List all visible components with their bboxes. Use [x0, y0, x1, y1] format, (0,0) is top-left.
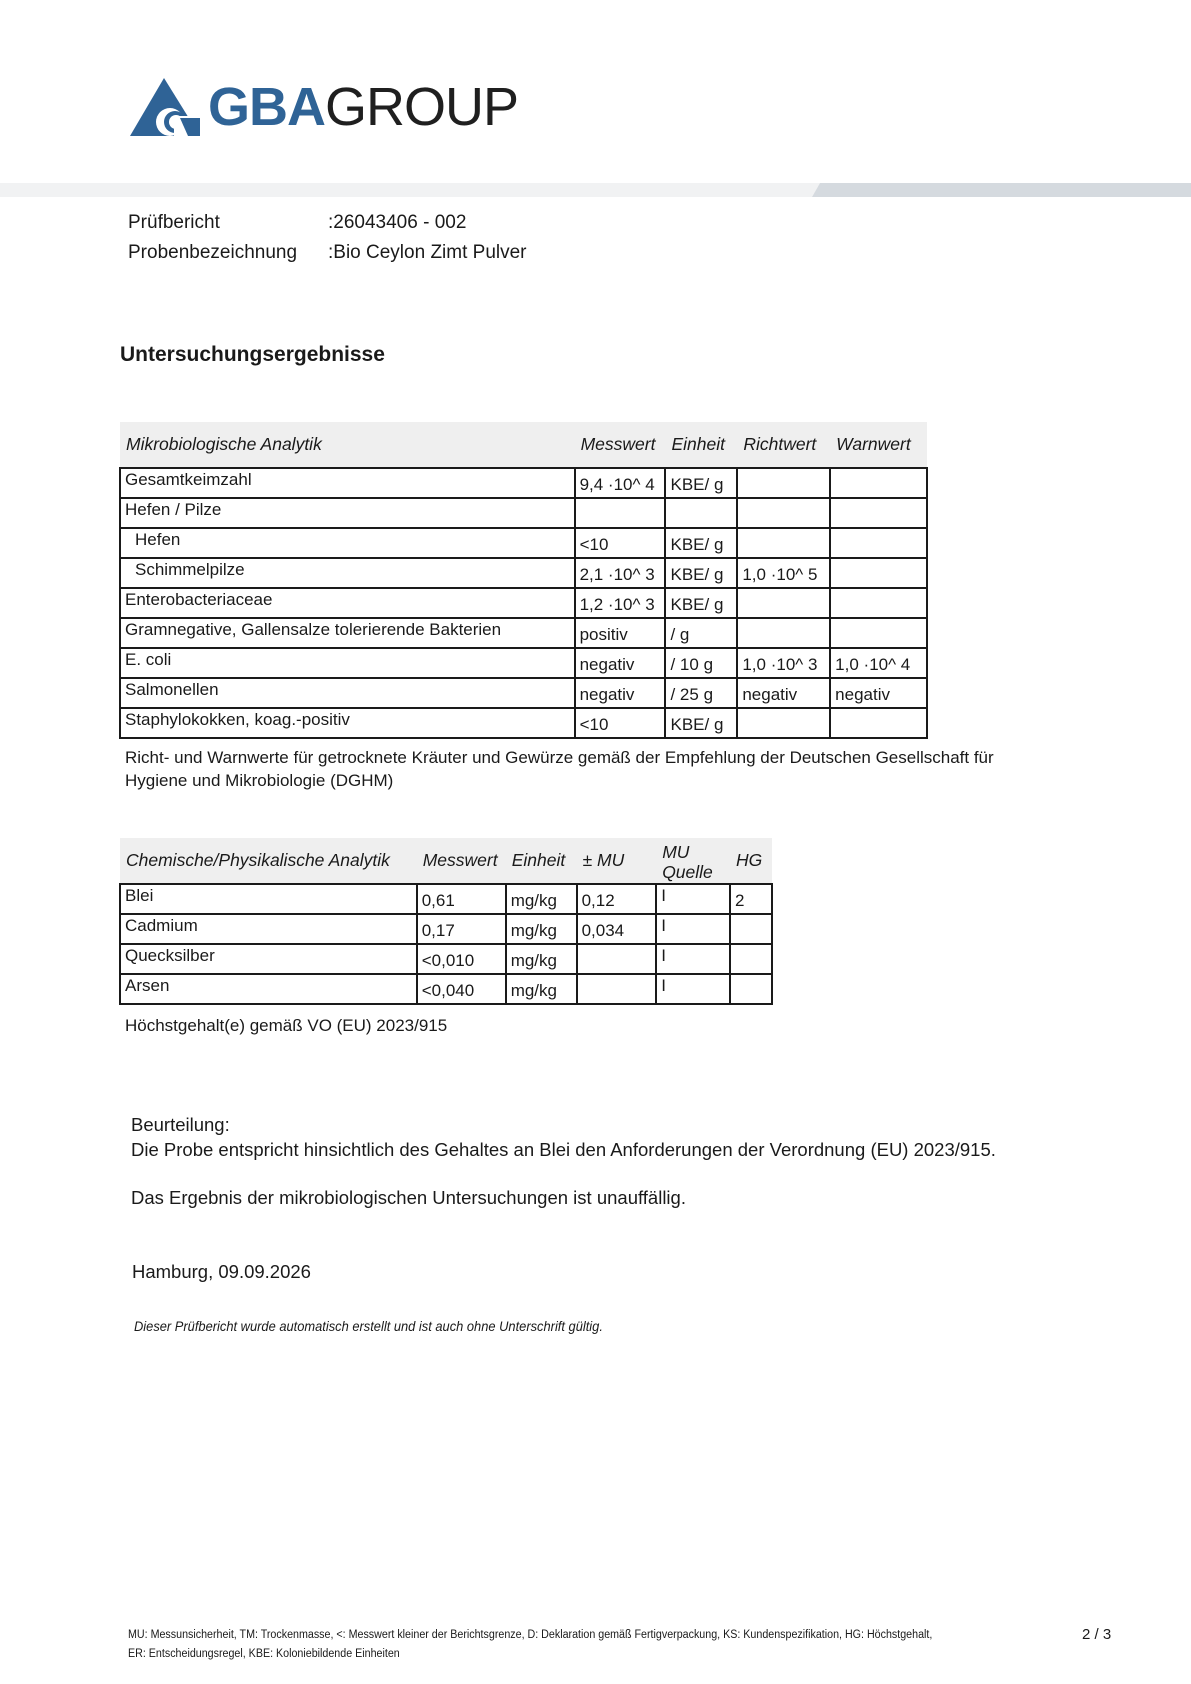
- micro-guide-value: [737, 588, 830, 618]
- chem-measured-value: <0,040: [417, 974, 506, 1004]
- micro-analyte-name: Hefen: [120, 528, 575, 558]
- micro-measured-value: [575, 498, 666, 528]
- chem-unit: mg/kg: [506, 884, 577, 914]
- place-date: Hamburg, 09.09.2026: [132, 1261, 311, 1282]
- table-row: [120, 618, 927, 648]
- micro-analyte-name: E. coli: [120, 648, 575, 678]
- gba-triangle-logo-icon: [130, 76, 202, 138]
- chem-analyte-name: Arsen: [120, 974, 417, 1004]
- micro-measured-value: 1,2 ·10^ 3: [575, 588, 666, 618]
- chem-unit: mg/kg: [506, 974, 577, 1004]
- chem-header-mu: ± MU: [577, 838, 657, 884]
- micro-measured-value: negativ: [575, 648, 666, 678]
- table-row: [120, 884, 772, 914]
- table-row: [120, 558, 927, 588]
- chem-header-mu-line: MU: [662, 841, 690, 862]
- micro-warn-value: [830, 468, 927, 498]
- micro-warn-value: 1,0 ·10^ 4: [830, 648, 927, 678]
- table-row: [120, 944, 772, 974]
- micro-measured-value: negativ: [575, 678, 666, 708]
- logo-brand-light: GROUP: [325, 77, 519, 137]
- chem-unit: mg/kg: [506, 944, 577, 974]
- chem-max-level: 2: [730, 884, 772, 914]
- assessment-label: Beurteilung:: [131, 1114, 230, 1135]
- micro-warn-value: [830, 708, 927, 738]
- micro-header-unit: Einheit: [665, 422, 737, 468]
- table-row: [120, 588, 927, 618]
- micro-guide-value: [737, 498, 830, 528]
- report-number-value: :26043406 - 002: [328, 212, 467, 233]
- sample-name-value: :Bio Ceylon Zimt Pulver: [328, 242, 527, 263]
- table-row: [120, 468, 927, 498]
- micro-unit: [665, 498, 737, 528]
- micro-analyte-name: Salmonellen: [120, 678, 575, 708]
- micro-measured-value: positiv: [575, 618, 666, 648]
- footer-line-1: MU: Messunsicherheit, TM: Trockenmasse, <: Messwert kleiner der Berichtsgrenze, D: Deklaration gemäß Fertigverpackung, KS: Kundenspezifikation, HG: Höchstgehalt,: [128, 1629, 933, 1641]
- footer-line-2: ER: Entscheidungsregel, KBE: Koloniebildende Einheiten: [128, 1648, 400, 1660]
- micro-warn-value: [830, 588, 927, 618]
- micro-warn-value: [830, 498, 927, 528]
- micro-analyte-name: Gramnegative, Gallensalze tolerierende Bakterien: [120, 618, 575, 648]
- footer-legend: [128, 1626, 1058, 1664]
- report-meta: [128, 208, 527, 268]
- chem-mu-value: 0,034: [577, 914, 657, 944]
- chem-header-row: [120, 838, 772, 884]
- sample-name-row: [128, 238, 527, 268]
- chem-measured-value: <0,010: [417, 944, 506, 974]
- chem-header-analysis: Chemische/Physikalische Analytik: [120, 838, 417, 884]
- chem-mu-source: I: [656, 944, 730, 974]
- micro-header-guide: Richtwert: [737, 422, 830, 468]
- table-row: [120, 648, 927, 678]
- chem-analyte-name: Blei: [120, 884, 417, 914]
- chem-note: Höchstgehalt(e) gemäß VO (EU) 2023/915: [125, 1016, 448, 1035]
- chem-header-hg: HG: [730, 838, 772, 884]
- table-row: [120, 914, 772, 944]
- micro-unit: KBE/ g: [665, 468, 737, 498]
- chem-header-value: Messwert: [417, 838, 506, 884]
- chem-mu-value: [577, 974, 657, 1004]
- report-number-label: Prüfbericht: [128, 212, 220, 233]
- table-row: [120, 974, 772, 1004]
- section-title: Untersuchungsergebnisse: [120, 343, 385, 366]
- micro-analyte-name: Schimmelpilze: [120, 558, 575, 588]
- micro-unit: KBE/ g: [665, 558, 737, 588]
- chem-measured-value: 0,61: [417, 884, 506, 914]
- table-row: [120, 528, 927, 558]
- chem-mu-source: I: [656, 914, 730, 944]
- assessment-text-lead: Die Probe entspricht hinsichtlich des Gehaltes an Blei den Anforderungen der Verordnung (EU) 2023/915.: [131, 1139, 996, 1160]
- micro-header-row: [120, 422, 927, 468]
- chem-analyte-name: Cadmium: [120, 914, 417, 944]
- table-row: [120, 708, 927, 738]
- table-row: [120, 678, 927, 708]
- micro-measured-value: <10: [575, 528, 666, 558]
- chem-max-level: [730, 944, 772, 974]
- micro-guide-value: negativ: [737, 678, 830, 708]
- micro-table: [119, 422, 928, 739]
- micro-header-value: Messwert: [575, 422, 666, 468]
- micro-unit: KBE/ g: [665, 528, 737, 558]
- header-band: [0, 183, 1191, 197]
- micro-guide-value: [737, 618, 830, 648]
- micro-measured-value: 9,4 ·10^ 4: [575, 468, 666, 498]
- table-row: [120, 498, 927, 528]
- chem-header-mu-source: [656, 838, 730, 884]
- micro-analyte-name: Gesamtkeimzahl: [120, 468, 575, 498]
- auto-generated-note: Dieser Prüfbericht wurde automatisch erstellt und ist auch ohne Unterschrift gültig.: [134, 1318, 603, 1334]
- micro-unit: / g: [665, 618, 737, 648]
- micro-warn-value: negativ: [830, 678, 927, 708]
- sample-name-label: Probenbezeichnung: [128, 242, 298, 263]
- chem-header-source-line: Quelle: [662, 861, 713, 882]
- assessment: [131, 1112, 996, 1233]
- chem-mu-source: I: [656, 884, 730, 914]
- micro-warn-value: [830, 528, 927, 558]
- assessment-text-micro: Das Ergebnis der mikrobiologischen Untersuchungen ist unauffällig.: [131, 1187, 686, 1208]
- chem-mu-source: I: [656, 974, 730, 1004]
- micro-analyte-name: Hefen / Pilze: [120, 498, 575, 528]
- micro-guide-value: [737, 708, 830, 738]
- company-logo: [130, 72, 518, 142]
- chem-table: [119, 838, 773, 1005]
- chem-max-level: [730, 974, 772, 1004]
- report-number-row: [128, 208, 527, 238]
- micro-header-warn: Warnwert: [830, 422, 927, 468]
- micro-unit: / 25 g: [665, 678, 737, 708]
- chem-measured-value: 0,17: [417, 914, 506, 944]
- micro-warn-value: [830, 618, 927, 648]
- micro-guide-value: 1,0 ·10^ 5: [737, 558, 830, 588]
- chem-header-unit: Einheit: [506, 838, 577, 884]
- micro-unit: KBE/ g: [665, 708, 737, 738]
- logo-wordmark: [208, 77, 519, 137]
- micro-unit: / 10 g: [665, 648, 737, 678]
- micro-note: Richt- und Warnwerte für getrocknete Kräuter und Gewürze gemäß der Empfehlung der Deutschen Gesellschaft für Hygiene und Mikrobiologie (DGHM): [125, 748, 994, 790]
- micro-guide-value: [737, 468, 830, 498]
- micro-analyte-name: Enterobacteriaceae: [120, 588, 575, 618]
- chem-mu-value: 0,12: [577, 884, 657, 914]
- micro-warn-value: [830, 558, 927, 588]
- micro-analyte-name: Staphylokokken, koag.-positiv: [120, 708, 575, 738]
- micro-measured-value: <10: [575, 708, 666, 738]
- page-number: 2 / 3: [1082, 1626, 1112, 1643]
- chem-unit: mg/kg: [506, 914, 577, 944]
- micro-guide-value: 1,0 ·10^ 3: [737, 648, 830, 678]
- micro-measured-value: 2,1 ·10^ 3: [575, 558, 666, 588]
- chem-max-level: [730, 914, 772, 944]
- micro-header-analysis: Mikrobiologische Analytik: [120, 422, 575, 468]
- chem-mu-value: [577, 944, 657, 974]
- chem-analyte-name: Quecksilber: [120, 944, 417, 974]
- micro-unit: KBE/ g: [665, 588, 737, 618]
- logo-brand-bold: GBA: [208, 77, 325, 137]
- micro-guide-value: [737, 528, 830, 558]
